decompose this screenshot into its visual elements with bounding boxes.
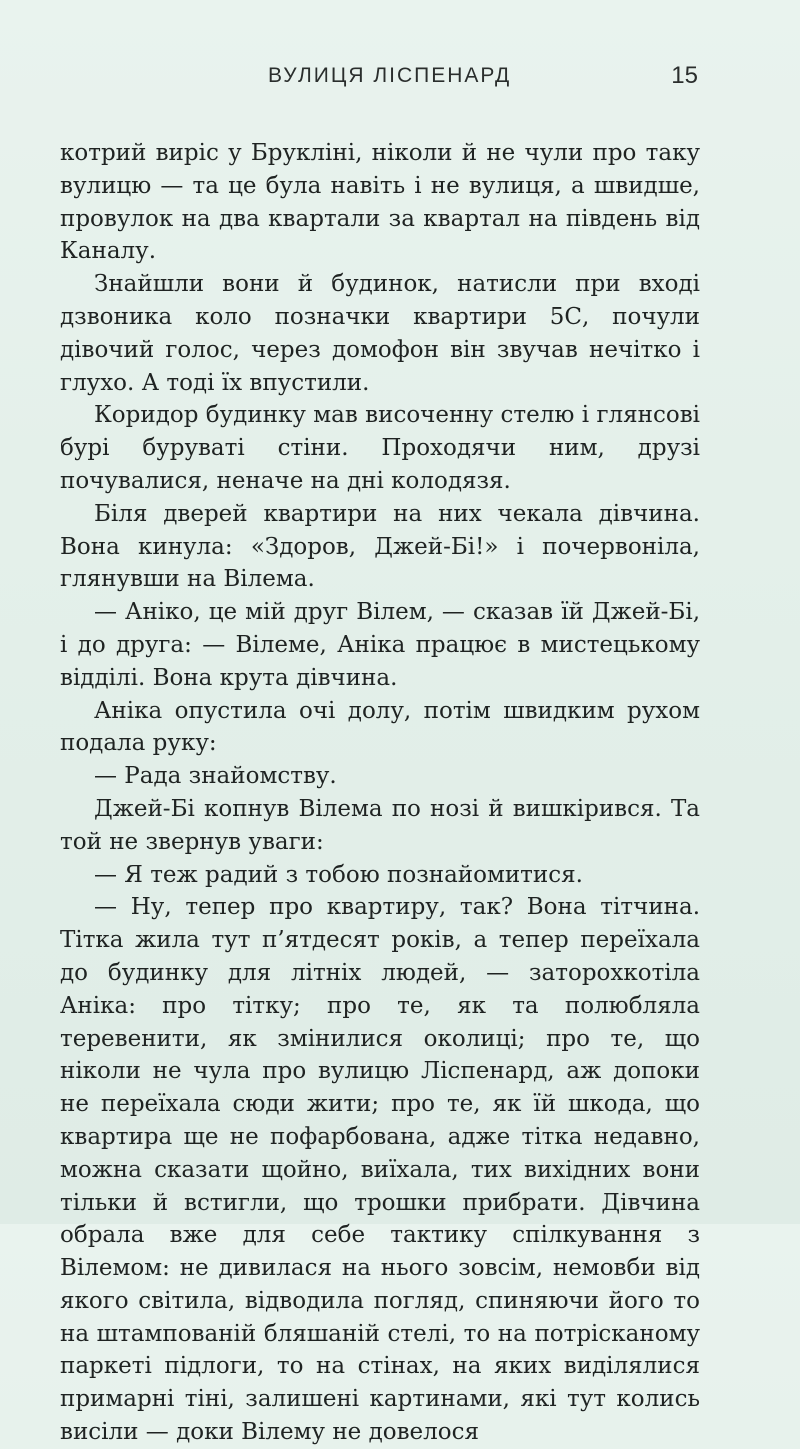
dialogue-paragraph: — Я теж радий з тобою познайомитися. (94, 861, 583, 888)
paragraph: Джей-Бі копнув Вілема по нозі й вишкірився. Та той не звернув уваги: (60, 795, 700, 855)
running-head (60, 56, 700, 96)
body-text (60, 137, 700, 1449)
dialogue-paragraph: — Рада знайомству. (94, 763, 337, 790)
dialogue-paragraph: — Ну, тепер про квартиру, так? Вона тітчина. Тітка жила тут п’ятдесят років, а тепер переїхала до будинку для літніх людей, — заторохкотіла Аніка: про тітку; про те, як та полюбляла теревенити, як змінилися околиці; про те, що ніколи не чула про вулицю Ліспенард, аж допоки не переїхала сюди жити; про те, як їй шкода, що квартира ще не пофарбована, адже тітка недавно, можна сказати щойно, виїхала, тих вихідних вони тільки й встигли, що трошки прибрати. Дівчина обрала вже для себе тактику спілкування з Вілемом: не дивилася на нього зовсім, немовби від якого світила, відводила погляд, спиняючи його то на штампованій бляшаній стелі, то на потрісканому паркеті підлоги, то на стінах, на яких виділялися примарні тіні, залишені картинами, які тут колись висіли — доки Вілему не довелося (60, 894, 700, 1446)
page-number: 15 (671, 62, 698, 89)
dialogue-paragraph: — Аніко, це мій друг Вілем, — сказав їй Джей-Бі, і до друга: — Вілеме, Аніка працює в мистецькому відділі. Вона крута дівчина. (60, 599, 700, 691)
chapter-title: ВУЛИЦЯ ЛІСПЕНАРД (268, 64, 512, 87)
paragraph: Біля дверей квартири на них чекала дівчина. Вона кинула: «Здоров, Джей-Бі!» і почервоніла, глянувши на Вілема. (60, 500, 700, 593)
paragraph: Знайшли вони й будинок, натисли при вході дзвоника коло позначки квартири 5С, почули дівочий голос, через домофон він звучав нечітко і глухо. А тоді їх впустили. (60, 271, 700, 396)
paragraph: котрий виріс у Брукліні, ніколи й не чули про таку вулицю — та це була навіть і не вулиця, а швидше, провулок на два квартали за квартал на південь від Каналу. (60, 140, 700, 265)
paragraph: Коридор будинку мав височенну стелю і глянсові бурі буруваті стіни. Проходячи ним, друзі почувалися, неначе на дні колодязя. (60, 402, 700, 494)
paragraph: Аніка опустила очі долу, потім швидким рухом подала руку: (60, 697, 700, 757)
